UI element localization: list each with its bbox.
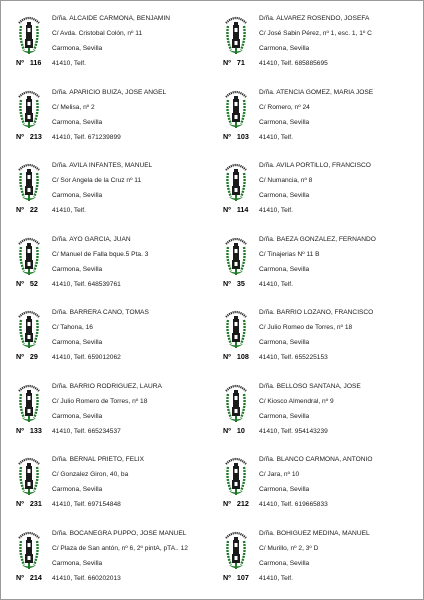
member-name: D/ña. BOCANEGRA PUPPO, JOSE MANUEL: [52, 529, 187, 537]
number-prefix: Nº: [16, 499, 24, 508]
number-prefix: Nº: [223, 58, 231, 67]
address-label: [12, 525, 212, 597]
number-value: 214: [29, 572, 42, 582]
postal-phone: 41410, Telf. 697154848: [52, 501, 121, 508]
member-number: [16, 573, 56, 582]
club-logo-icon: [16, 455, 42, 499]
number-value: 35: [236, 278, 245, 288]
number-value: 103: [236, 131, 249, 141]
member-name: D/ña. BOHIGUEZ MEDINA, MANUEL: [259, 529, 370, 537]
address-label: [219, 231, 419, 303]
number-value: 108: [236, 352, 249, 361]
city: Carmona, Sevilla: [52, 412, 103, 420]
address-label: [12, 304, 212, 376]
label-sheet: [12, 10, 416, 596]
number-value: 29: [29, 352, 38, 361]
address-label: [219, 84, 419, 156]
address-lines: [52, 308, 222, 368]
member-name: D/ña. ATENCIA GOMEZ, MARIA JOSE: [259, 88, 374, 96]
number-value: 22: [29, 205, 38, 214]
address-lines: [259, 161, 424, 221]
postal-phone: 41410, Telf.: [259, 280, 293, 288]
city: Carmona, Sevilla: [259, 559, 310, 567]
member-name: D/ña. BLANCO CARMONA, ANTONIO: [259, 456, 373, 463]
number-prefix: Nº: [16, 572, 24, 582]
address-lines: [259, 455, 424, 515]
club-logo-icon: [223, 529, 249, 573]
city: Carmona, Sevilla: [259, 118, 310, 126]
number-prefix: Nº: [16, 425, 24, 435]
member-name: D/ña. BARRIO RODRIGUEZ, LAURA: [52, 382, 162, 390]
number-value: 107: [236, 572, 249, 582]
street-address: C/ Gonzalez Giron, 40, ba: [52, 471, 129, 478]
address-lines: [259, 14, 424, 74]
club-logo-icon: [223, 14, 249, 58]
member-number: [223, 205, 263, 214]
address-label: [219, 378, 419, 450]
number-prefix: Nº: [223, 499, 231, 508]
street-address: C/ Numancia, nº 8: [259, 177, 313, 184]
address-lines: [259, 235, 424, 295]
address-lines: [52, 235, 222, 295]
postal-phone: 41410, Telf.: [259, 574, 293, 582]
street-address: C/ Tinajerias Nº 11 B: [259, 250, 320, 258]
number-prefix: Nº: [16, 58, 24, 67]
member-name: D/ña. BARRERA CANO, TOMAS: [52, 309, 149, 316]
member-name: D/ña. APARICIO BUIZA, JOSE ANGEL: [52, 88, 167, 96]
number-prefix: Nº: [16, 131, 24, 141]
address-lines: [259, 529, 424, 589]
club-logo-icon: [223, 161, 249, 205]
postal-phone: 41410, Telf.: [259, 207, 293, 214]
address-label: [219, 304, 419, 376]
member-number: [223, 426, 263, 435]
member-number: [16, 58, 56, 67]
street-address: C/ Jara, nº 10: [259, 471, 300, 478]
number-value: 71: [236, 58, 245, 67]
address-label: [219, 451, 419, 523]
member-name: D/ña. BAEZA GONZALEZ, FERNANDO: [259, 235, 376, 243]
street-address: C/ Kiosco Almendral, nº 9: [259, 397, 334, 405]
street-address: C/ Manuel de Falla bque.5 Pta. 3: [52, 250, 149, 258]
member-number: [223, 58, 263, 67]
postal-phone: 41410, Telf. 648539761: [52, 280, 121, 288]
city: Carmona, Sevilla: [259, 412, 310, 420]
club-logo-icon: [223, 235, 249, 279]
member-number: [16, 426, 56, 435]
member-name: D/ña. ALCAIDE CARMONA, BENJAMIN: [52, 15, 170, 22]
address-lines: [52, 161, 222, 221]
street-address: C/ Sor Angela de la Cruz nº 11: [52, 177, 142, 184]
address-lines: [52, 382, 222, 442]
address-label: [219, 10, 419, 82]
address-lines: [259, 88, 424, 148]
street-address: C/ José Sabin Pérez, nº 1, esc. 1, 1º C: [259, 30, 372, 37]
street-address: C/ Romero, nº 24: [259, 103, 310, 111]
address-label: [12, 378, 212, 450]
club-logo-icon: [223, 382, 249, 426]
number-prefix: Nº: [16, 352, 24, 361]
postal-phone: 41410, Telf. 685885695: [259, 60, 328, 67]
street-address: C/ Julio Romero de Torres, nº 18: [52, 397, 148, 405]
address-label: [12, 231, 212, 303]
postal-phone: 41410, Telf. 655225153: [259, 354, 328, 361]
number-value: 212: [236, 499, 249, 508]
club-logo-icon: [223, 455, 249, 499]
postal-phone: 41410, Telf. 671239899: [52, 133, 121, 141]
street-address: C/ Avda. Cristobal Colón, nº 11: [52, 30, 143, 37]
member-number: [223, 573, 263, 582]
street-address: C/ Plaza de San antón, nº 6, 2º pintA, pTA.. 12: [52, 544, 188, 552]
address-lines: [259, 382, 424, 442]
address-lines: [52, 529, 222, 589]
address-label: [219, 525, 419, 597]
number-prefix: Nº: [223, 425, 231, 435]
postal-phone: 41410, Telf. 665234537: [52, 427, 121, 435]
address-label: [219, 157, 419, 229]
postal-phone: 41410, Telf. 954143239: [259, 427, 328, 435]
postal-phone: 41410, Telf. 659012062: [52, 354, 121, 361]
postal-phone: 41410, Telf.: [259, 133, 293, 141]
member-number: [223, 279, 263, 288]
number-prefix: Nº: [16, 205, 24, 214]
member-number: [16, 279, 56, 288]
city: Carmona, Sevilla: [52, 118, 103, 126]
street-address: C/ Julio Romeo de Torres, nº 18: [259, 324, 353, 331]
city: Carmona, Sevilla: [259, 339, 310, 346]
number-prefix: Nº: [223, 352, 231, 361]
city: Carmona, Sevilla: [52, 339, 103, 346]
club-logo-icon: [223, 308, 249, 352]
postal-phone: 41410, Telf.: [52, 60, 86, 67]
member-name: D/ña. AYO GARCIA, JUAN: [52, 235, 131, 243]
member-name: D/ña. ALVAREZ ROSENDO, JOSEFA: [259, 15, 370, 22]
number-prefix: Nº: [223, 205, 231, 214]
member-name: D/ña. BERNAL PRIETO, FELIX: [52, 456, 144, 463]
street-address: C/ Tahona, 16: [52, 324, 93, 331]
member-number: [16, 499, 56, 508]
city: Carmona, Sevilla: [52, 192, 103, 199]
number-value: 213: [29, 131, 42, 141]
street-address: C/ Murillo, nº 2, 3º D: [259, 544, 319, 552]
city: Carmona, Sevilla: [259, 265, 310, 273]
number-prefix: Nº: [223, 278, 231, 288]
member-number: [223, 132, 263, 141]
club-logo-icon: [16, 308, 42, 352]
city: Carmona, Sevilla: [259, 192, 310, 199]
number-value: 133: [29, 425, 42, 435]
postal-phone: 41410, Telf. 619665833: [259, 501, 328, 508]
member-name: D/ña. BARRIO LOZANO, FRANCISCO: [259, 309, 374, 316]
number-prefix: Nº: [223, 131, 231, 141]
member-number: [16, 132, 56, 141]
address-label: [12, 10, 212, 82]
club-logo-icon: [16, 88, 42, 132]
number-value: 231: [29, 499, 42, 508]
city: Carmona, Sevilla: [52, 265, 103, 273]
city: Carmona, Sevilla: [259, 45, 310, 52]
number-value: 10: [236, 425, 245, 435]
member-number: [16, 352, 56, 361]
member-name: D/ña. AVILA PORTILLO, FRANCISCO: [259, 162, 371, 169]
member-name: D/ña. BELLOSO SANTANA, JOSE: [259, 382, 361, 390]
member-name: D/ña. AVILA INFANTES, MANUEL: [52, 162, 153, 169]
club-logo-icon: [223, 88, 249, 132]
club-logo-icon: [16, 235, 42, 279]
number-value: 52: [29, 278, 38, 288]
address-label: [12, 84, 212, 156]
street-address: C/ Melisa, nº 2: [52, 103, 95, 111]
member-number: [16, 205, 56, 214]
city: Carmona, Sevilla: [259, 486, 310, 493]
club-logo-icon: [16, 161, 42, 205]
number-value: 116: [29, 58, 42, 67]
number-value: 114: [236, 205, 249, 214]
number-prefix: Nº: [223, 572, 231, 582]
city: Carmona, Sevilla: [52, 486, 103, 493]
address-lines: [52, 14, 222, 74]
number-prefix: Nº: [16, 278, 24, 288]
club-logo-icon: [16, 382, 42, 426]
club-logo-icon: [16, 529, 42, 573]
postal-phone: 41410, Telf.: [52, 207, 86, 214]
member-number: [223, 499, 263, 508]
club-logo-icon: [16, 14, 42, 58]
address-lines: [52, 455, 222, 515]
postal-phone: 41410, Telf. 660202013: [52, 574, 121, 582]
address-label: [12, 157, 212, 229]
address-lines: [259, 308, 424, 368]
member-number: [223, 352, 263, 361]
address-lines: [52, 88, 222, 148]
address-label: [12, 451, 212, 523]
city: Carmona, Sevilla: [52, 45, 103, 52]
city: Carmona, Sevilla: [52, 559, 103, 567]
